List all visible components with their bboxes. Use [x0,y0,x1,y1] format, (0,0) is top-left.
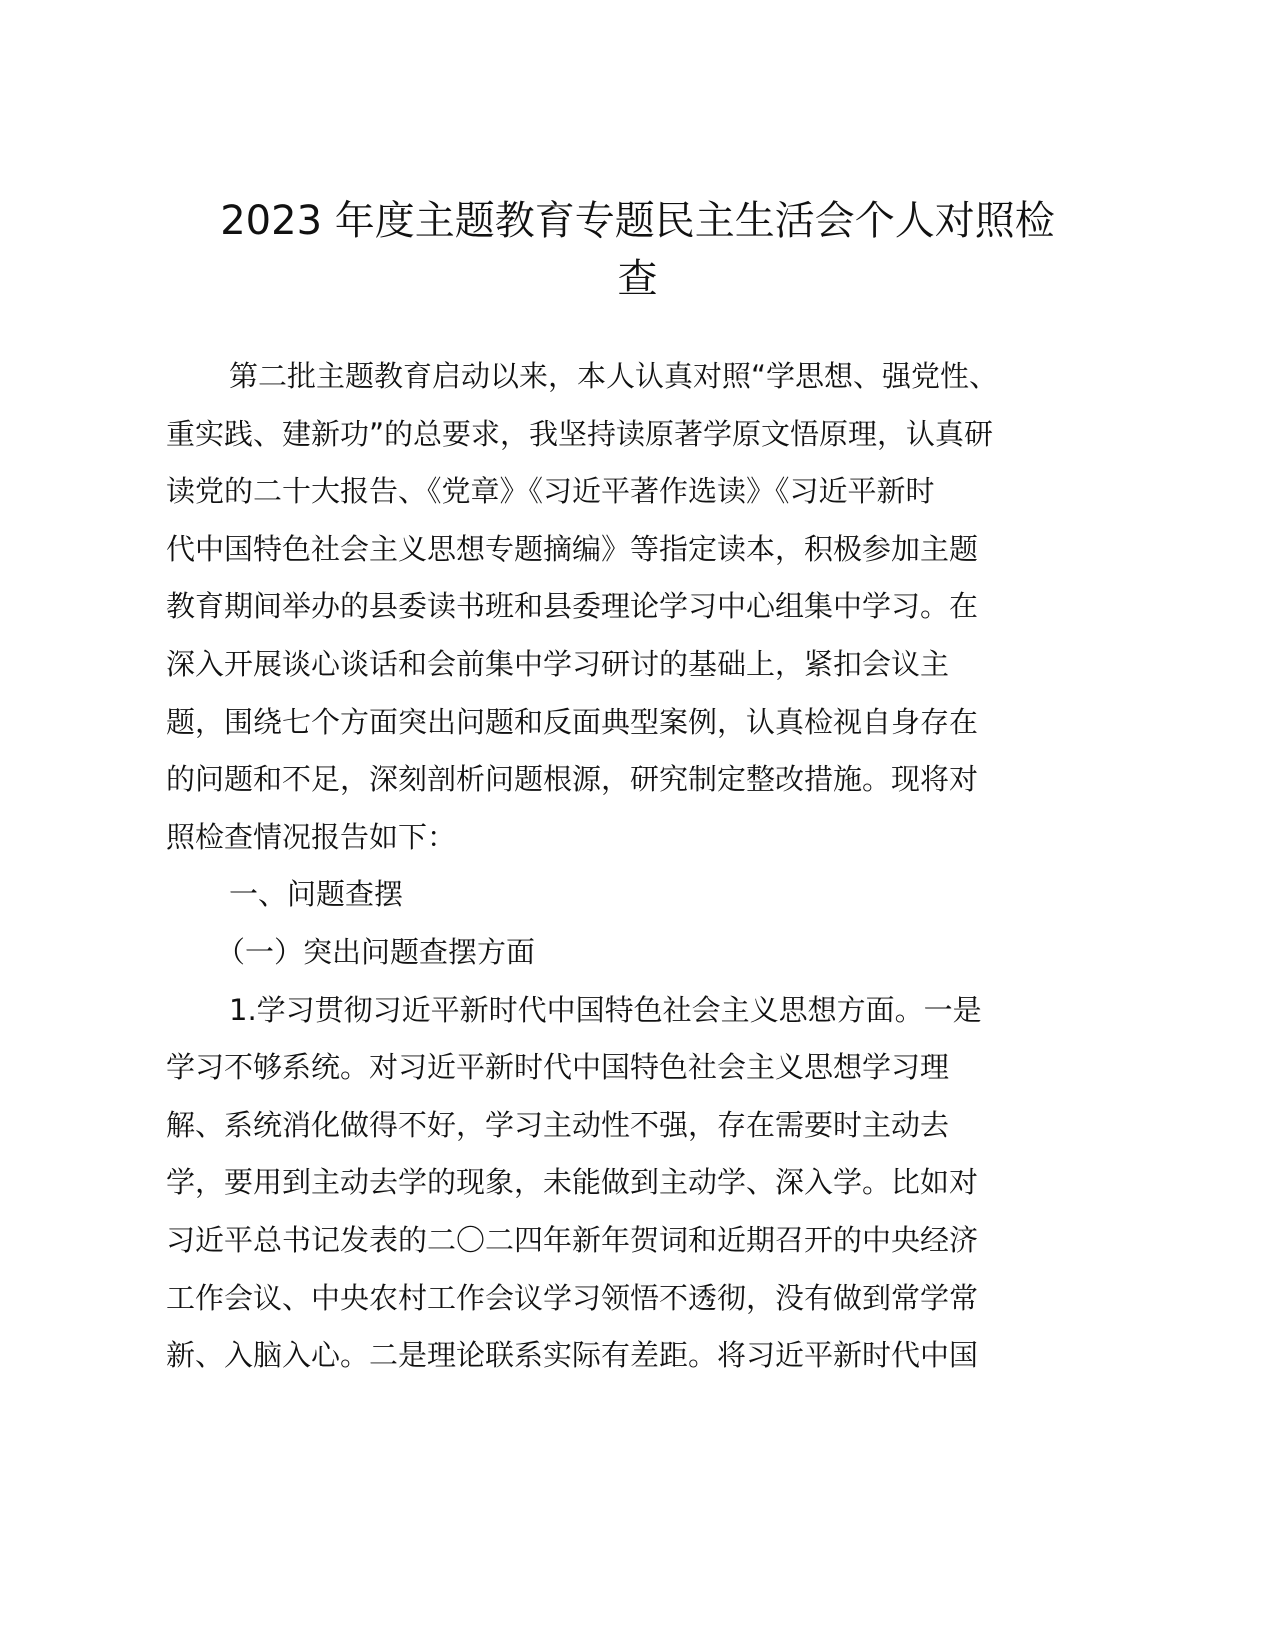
item-1-paragraph [166,982,1116,1385]
title-line-2: 查 [617,256,658,302]
paragraph-line: 习近平总书记发表的二〇二四年新年贺词和近期召开的中央经济 [166,1222,979,1257]
paragraph-line: 深入开展谈心谈话和会前集中学习研讨的基础上，紧扣会议主 [166,646,950,681]
paragraph-line: 照检查情况报告如下： [166,819,457,854]
paragraph-line: 解、系统消化做得不好，学习主动性不强，存在需要时主动去 [166,1107,950,1142]
paragraph-line: 题，围绕七个方面突出问题和反面典型案例，认真检视自身存在 [166,704,979,739]
heading-text: （一）突出问题查摆方面 [216,934,536,969]
document-title [150,192,1125,308]
paragraph-line: 学，要用到主动去学的现象，未能做到主动学、深入学。比如对 [166,1165,979,1200]
paragraph-line: 重实践、建新功”的总要求，我坚持读原著学原文悟原理，认真研 [166,416,994,451]
heading-text: 一、问题查摆 [229,877,404,912]
title-line-1: 2023 年度主题教育专题民主生活会个人对照检 [220,198,1055,244]
paragraph-line: 第二批主题教育启动以来，本人认真对照“学思想、强党性、 [229,359,999,393]
section-heading-2 [166,924,1116,982]
paragraph-line: 教育期间举办的县委读书班和县委理论学习中心组集中学习。在 [166,589,979,624]
section-heading-1 [166,866,1116,924]
paragraph-line: 的问题和不足，深刻剖析问题根源，研究制定整改措施。现将对 [166,762,979,797]
paragraph-line: 代中国特色社会主义思想专题摘编》等指定读本，积极参加主题 [166,531,979,566]
document-body [166,348,1116,1385]
paragraph-line: 1.学习贯彻习近平新时代中国特色社会主义思想方面。一是 [229,992,982,1027]
intro-paragraph [166,348,1116,866]
paragraph-line: 工作会议、中央农村工作会议学习领悟不透彻，没有做到常学常 [166,1280,979,1315]
paragraph-line: 读党的二十大报告、《党章》《习近平著作选读》《习近平新时 [166,474,935,509]
paragraph-line: 学习不够系统。对习近平新时代中国特色社会主义思想学习理 [166,1050,950,1085]
paragraph-line: 新、入脑入心。二是理论联系实际有差距。将习近平新时代中国 [166,1338,979,1373]
